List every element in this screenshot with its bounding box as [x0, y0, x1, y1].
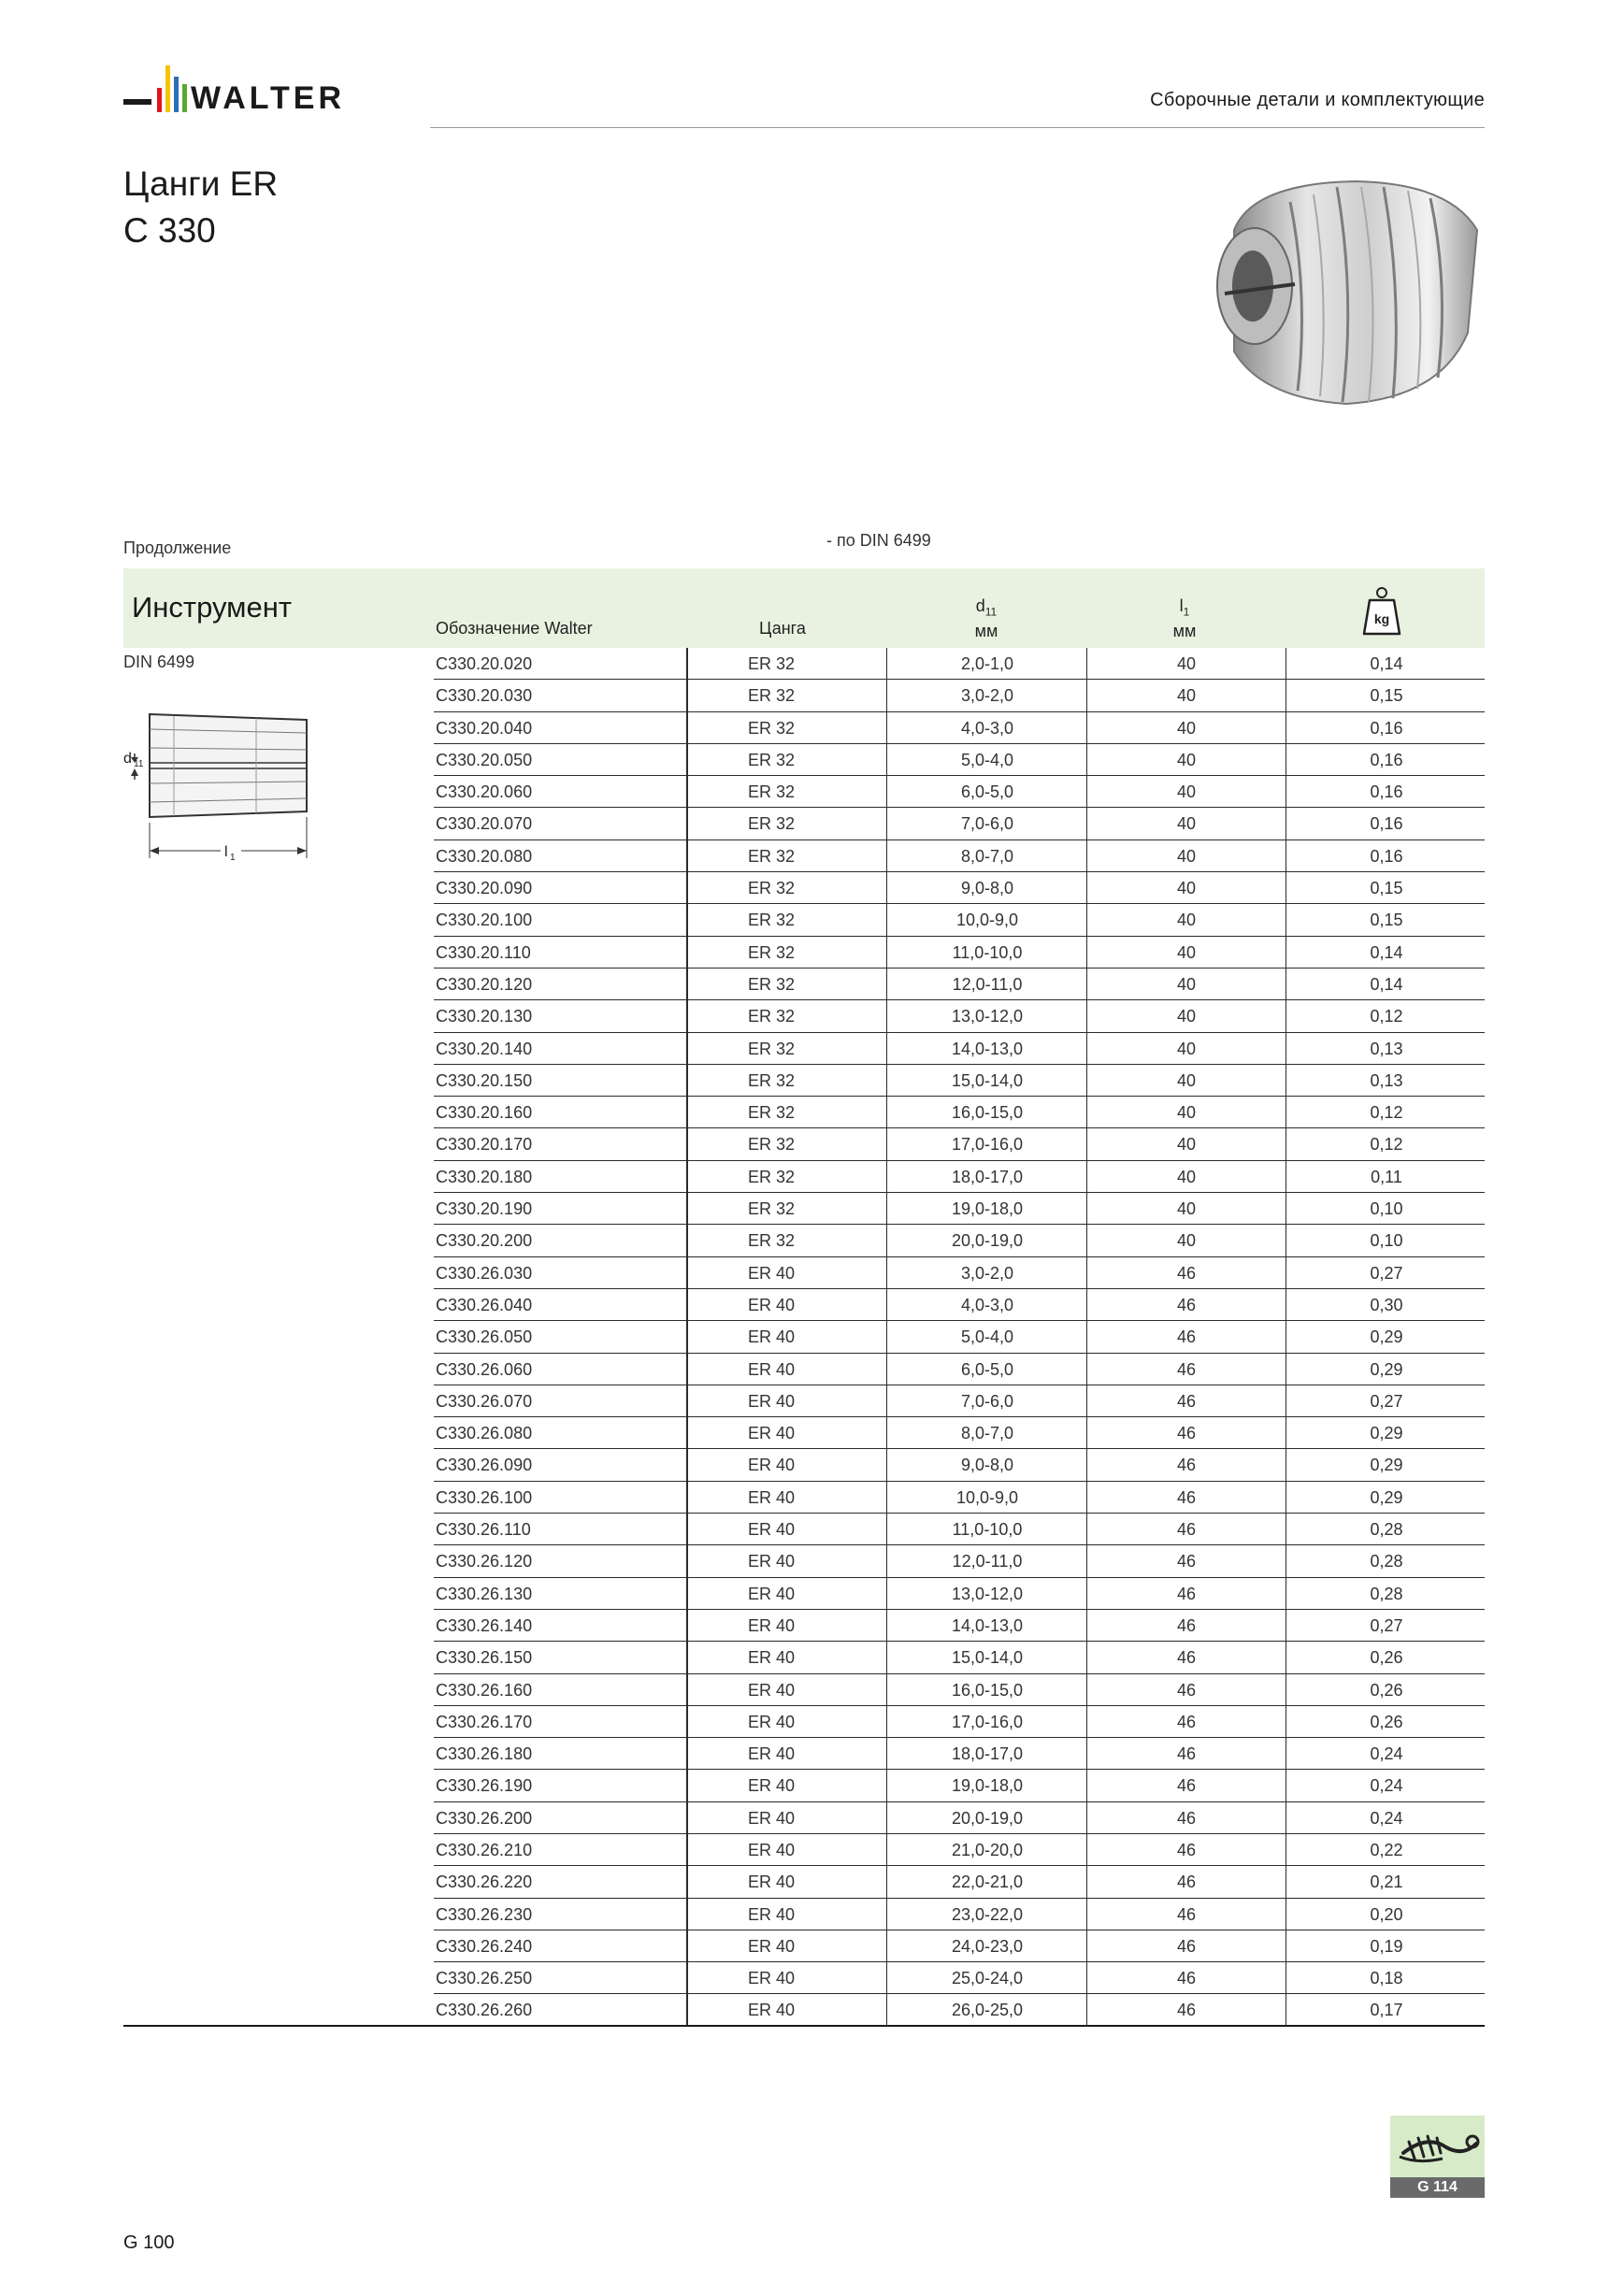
table-row — [123, 1930, 1485, 1962]
cell-l1: 46 — [1176, 1936, 1197, 1956]
table-row — [123, 1417, 1485, 1449]
cell-weight: 0,30 — [1370, 1295, 1403, 1314]
cell-collet: ER 40 — [747, 1840, 796, 1859]
cell-l1: 40 — [1176, 911, 1197, 930]
cell-collet: ER 32 — [747, 1135, 796, 1155]
table-row — [123, 1770, 1485, 1801]
cell-weight: 0,26 — [1370, 1680, 1403, 1700]
d11-subscript: 11 — [984, 605, 998, 619]
table-row — [123, 1962, 1485, 1994]
cell-d11: 17,0-16,0 — [951, 1135, 1024, 1155]
cell-weight: 0,26 — [1370, 1648, 1403, 1668]
cell-code: C330.26.190 — [436, 1776, 533, 1796]
table-row — [123, 1545, 1485, 1577]
cell-code: C330.26.180 — [436, 1744, 533, 1764]
cell-weight: 0,22 — [1370, 1840, 1403, 1859]
cell-collet: ER 40 — [747, 1359, 796, 1379]
continuation-label: Продолжение — [123, 538, 232, 557]
cell-collet: ER 32 — [747, 1007, 796, 1026]
cell-l1: 40 — [1176, 1135, 1197, 1155]
cell-l1: 46 — [1176, 1840, 1197, 1859]
cell-l1: 46 — [1176, 1520, 1197, 1540]
cell-l1: 40 — [1176, 846, 1197, 866]
cell-d11: 19,0-18,0 — [951, 1776, 1024, 1796]
section-title: Сборочные детали и комплектующие — [1150, 90, 1485, 110]
table-row — [123, 1578, 1485, 1610]
cell-code: C330.20.100 — [436, 911, 533, 930]
cell-collet: ER 40 — [747, 2001, 796, 2020]
page-title: Цанги ER — [123, 165, 279, 203]
table-row — [123, 1065, 1485, 1097]
cell-weight: 0,12 — [1370, 1135, 1403, 1155]
cell-weight: 0,28 — [1370, 1552, 1403, 1571]
l1-subscript: 1 — [1183, 605, 1190, 619]
table-row — [123, 1994, 1485, 2026]
cell-code: C330.26.110 — [436, 1520, 531, 1540]
cell-l1: 40 — [1176, 750, 1197, 769]
cell-collet: ER 40 — [747, 1520, 796, 1540]
cell-weight: 0,28 — [1370, 1520, 1403, 1540]
page-number: G 100 — [123, 2232, 175, 2253]
cell-l1: 46 — [1176, 1263, 1197, 1283]
collet-product-photo — [1197, 174, 1492, 409]
cell-weight: 0,27 — [1370, 1615, 1403, 1635]
cell-collet: ER 40 — [747, 1904, 796, 1924]
cell-l1: 46 — [1176, 1615, 1197, 1635]
table-row — [123, 1161, 1485, 1193]
cell-l1: 46 — [1176, 1359, 1197, 1379]
table-row — [123, 1706, 1485, 1738]
cell-d11: 24,0-23,0 — [951, 1936, 1024, 1956]
cell-weight: 0,18 — [1370, 1969, 1403, 1988]
cell-weight: 0,13 — [1370, 1039, 1403, 1058]
cell-collet: ER 40 — [747, 1327, 796, 1347]
cell-d11: 3,0-2,0 — [960, 1263, 1014, 1283]
cell-l1: 40 — [1176, 1070, 1197, 1090]
drawing-label-l1: l — [224, 844, 228, 860]
cell-d11: 22,0-21,0 — [951, 1873, 1024, 1892]
cell-code: C330.20.020 — [436, 654, 533, 673]
cell-d11: 4,0-3,0 — [960, 1295, 1014, 1314]
cell-weight: 0,10 — [1370, 1199, 1403, 1219]
cell-d11: 15,0-14,0 — [951, 1648, 1024, 1668]
table-row — [123, 680, 1485, 711]
cell-weight: 0,16 — [1370, 846, 1403, 866]
cell-d11: 16,0-15,0 — [951, 1680, 1024, 1700]
cell-code: C330.26.130 — [436, 1584, 533, 1603]
cell-d11: 11,0-10,0 — [952, 1520, 1023, 1540]
cell-d11: 6,0-5,0 — [960, 782, 1014, 802]
table-row — [123, 744, 1485, 776]
cell-collet: ER 40 — [747, 1615, 796, 1635]
cell-code: C330.26.080 — [436, 1424, 533, 1443]
cross-reference-badge[interactable] — [1390, 2116, 1485, 2198]
cell-l1: 40 — [1176, 1039, 1197, 1058]
cell-collet: ER 40 — [747, 1680, 796, 1700]
cell-collet: ER 40 — [747, 1808, 796, 1828]
cell-l1: 46 — [1176, 2001, 1197, 2020]
cell-d11: 10,0-9,0 — [955, 1487, 1019, 1507]
cell-l1: 40 — [1176, 1103, 1197, 1123]
walter-logo-text: WALTER — [191, 80, 346, 116]
cell-d11: 20,0-19,0 — [951, 1231, 1024, 1251]
cell-code: C330.26.170 — [436, 1712, 533, 1731]
cell-l1: 40 — [1176, 654, 1197, 673]
column-header-code: Обозначение Walter — [436, 619, 593, 638]
header-divider — [430, 127, 1485, 128]
cell-code: C330.26.260 — [436, 2001, 533, 2020]
cell-l1: 46 — [1176, 1295, 1197, 1314]
cell-code: C330.20.070 — [436, 814, 533, 834]
cell-code: C330.26.210 — [436, 1840, 533, 1859]
cell-code: C330.26.230 — [436, 1904, 533, 1924]
cell-d11: 18,0-17,0 — [951, 1744, 1024, 1764]
drawing-label-d11-sub: 11 — [134, 759, 144, 769]
cell-d11: 7,0-6,0 — [960, 1391, 1014, 1411]
cell-weight: 0,21 — [1370, 1873, 1403, 1892]
cell-weight: 0,29 — [1370, 1456, 1403, 1475]
cell-collet: ER 40 — [747, 1969, 796, 1988]
cell-code: C330.26.060 — [436, 1359, 533, 1379]
cell-d11: 9,0-8,0 — [960, 1456, 1014, 1475]
table-row — [123, 1354, 1485, 1385]
cell-d11: 13,0-12,0 — [951, 1007, 1024, 1026]
cell-collet: ER 32 — [747, 814, 796, 834]
cell-weight: 0,15 — [1370, 686, 1403, 706]
cell-l1: 40 — [1176, 879, 1197, 898]
table-row — [123, 808, 1485, 839]
cell-d11: 21,0-20,0 — [951, 1840, 1024, 1859]
cell-d11: 12,0-11,0 — [952, 1552, 1023, 1571]
cell-code: C330.20.030 — [436, 686, 533, 706]
cell-code: C330.20.150 — [436, 1070, 533, 1090]
cell-collet: ER 40 — [747, 1424, 796, 1443]
table-row — [123, 1610, 1485, 1642]
cell-weight: 0,27 — [1370, 1263, 1403, 1283]
table-row — [123, 648, 1485, 680]
cell-code: C330.20.160 — [436, 1103, 533, 1123]
cell-collet: ER 32 — [747, 879, 796, 898]
table-row — [123, 1128, 1485, 1160]
cell-code: C330.26.200 — [436, 1808, 533, 1828]
cell-code: C330.20.190 — [436, 1199, 533, 1219]
cell-l1: 40 — [1176, 1199, 1197, 1219]
cell-d11: 10,0-9,0 — [955, 911, 1019, 930]
table-row — [123, 712, 1485, 744]
cell-code: C330.26.240 — [436, 1936, 533, 1956]
cell-collet: ER 40 — [747, 1391, 796, 1411]
cell-weight: 0,16 — [1370, 718, 1403, 738]
cell-code: C330.26.140 — [436, 1615, 533, 1635]
column-header-l1 — [1161, 596, 1208, 640]
cell-weight: 0,24 — [1370, 1744, 1403, 1764]
cell-code: C330.26.050 — [436, 1327, 533, 1347]
cell-weight: 0,13 — [1370, 1070, 1403, 1090]
cell-d11: 19,0-18,0 — [951, 1199, 1024, 1219]
cell-collet: ER 40 — [747, 1936, 796, 1956]
cell-collet: ER 40 — [747, 1584, 796, 1603]
cell-collet: ER 32 — [747, 1231, 796, 1251]
cell-collet: ER 32 — [747, 718, 796, 738]
cell-collet: ER 32 — [747, 654, 796, 673]
table-row — [123, 840, 1485, 872]
table-row — [123, 1097, 1485, 1128]
cell-weight: 0,15 — [1370, 911, 1403, 930]
cell-code: C330.26.070 — [436, 1391, 533, 1411]
table-row — [123, 1802, 1485, 1834]
column-header-collet: Цанга — [759, 619, 806, 638]
cell-collet: ER 32 — [747, 1070, 796, 1090]
cell-l1: 46 — [1176, 1873, 1197, 1892]
cell-collet: ER 32 — [747, 782, 796, 802]
cell-collet: ER 32 — [747, 911, 796, 930]
cell-code: C330.20.060 — [436, 782, 533, 802]
cell-weight: 0,29 — [1370, 1487, 1403, 1507]
cell-collet: ER 40 — [747, 1648, 796, 1668]
cell-d11: 9,0-8,0 — [960, 879, 1014, 898]
cell-weight: 0,16 — [1370, 782, 1403, 802]
table-row — [123, 1321, 1485, 1353]
cell-collet: ER 32 — [747, 974, 796, 994]
cell-d11: 15,0-14,0 — [951, 1070, 1024, 1090]
cell-l1: 46 — [1176, 1456, 1197, 1475]
cell-weight: 0,27 — [1370, 1391, 1403, 1411]
cell-d11: 14,0-13,0 — [951, 1039, 1024, 1058]
cell-code: C330.26.160 — [436, 1680, 533, 1700]
cell-collet: ER 32 — [747, 1199, 796, 1219]
cell-weight: 0,26 — [1370, 1712, 1403, 1731]
cell-d11: 12,0-11,0 — [952, 974, 1023, 994]
cell-l1: 46 — [1176, 1808, 1197, 1828]
d11-symbol: d — [975, 596, 985, 615]
table-row — [123, 904, 1485, 936]
cell-weight: 0,20 — [1370, 1904, 1403, 1924]
cell-collet: ER 32 — [747, 686, 796, 706]
cell-weight: 0,15 — [1370, 879, 1403, 898]
reference-badge-label: G 114 — [1390, 2177, 1485, 2198]
cell-l1: 46 — [1176, 1969, 1197, 1988]
table-row — [123, 969, 1485, 1000]
l1-unit: мм — [1172, 621, 1197, 640]
cell-code: C330.20.120 — [436, 974, 533, 994]
cell-weight: 0,28 — [1370, 1584, 1403, 1603]
cell-d11: 18,0-17,0 — [951, 1167, 1024, 1186]
cell-code: C330.20.110 — [436, 942, 531, 962]
cell-l1: 46 — [1176, 1584, 1197, 1603]
cell-l1: 40 — [1176, 942, 1197, 962]
cell-collet: ER 32 — [747, 942, 796, 962]
table-row — [123, 1482, 1485, 1514]
cell-collet: ER 40 — [747, 1776, 796, 1796]
cell-weight: 0,16 — [1370, 814, 1403, 834]
table-row — [123, 1514, 1485, 1545]
cell-collet: ER 32 — [747, 1039, 796, 1058]
cell-collet: ER 40 — [747, 1873, 796, 1892]
cell-weight: 0,10 — [1370, 1231, 1403, 1251]
cell-l1: 40 — [1176, 1231, 1197, 1251]
cell-code: C330.26.120 — [436, 1552, 533, 1571]
cell-code: C330.20.080 — [436, 846, 533, 866]
cell-collet: ER 40 — [747, 1552, 796, 1571]
weight-kg-icon — [1358, 585, 1405, 638]
cell-l1: 40 — [1176, 974, 1197, 994]
reference-icon-box — [1390, 2116, 1485, 2177]
cell-collet: ER 32 — [747, 846, 796, 866]
cell-code: C330.26.220 — [436, 1873, 533, 1892]
cell-d11: 4,0-3,0 — [960, 718, 1014, 738]
cell-l1: 40 — [1176, 1007, 1197, 1026]
tool-standard-label: DIN 6499 — [123, 653, 195, 671]
cell-code: C330.20.090 — [436, 879, 533, 898]
cell-weight: 0,29 — [1370, 1359, 1403, 1379]
table-row — [123, 1674, 1485, 1706]
cell-weight: 0,29 — [1370, 1327, 1403, 1347]
table-row — [123, 776, 1485, 808]
cell-collet: ER 40 — [747, 1744, 796, 1764]
cell-collet: ER 40 — [747, 1263, 796, 1283]
cell-code: C330.20.180 — [436, 1167, 533, 1186]
cell-l1: 46 — [1176, 1552, 1197, 1571]
column-divider — [1285, 648, 1286, 2026]
cell-d11: 14,0-13,0 — [951, 1615, 1024, 1635]
cell-d11: 2,0-1,0 — [960, 654, 1014, 673]
cell-d11: 25,0-24,0 — [951, 1969, 1024, 1988]
cell-weight: 0,16 — [1370, 750, 1403, 769]
table-row — [123, 1834, 1485, 1866]
d11-unit: мм — [974, 621, 998, 640]
cell-l1: 46 — [1176, 1391, 1197, 1411]
cell-d11: 5,0-4,0 — [960, 1327, 1014, 1347]
cell-code: C330.20.040 — [436, 718, 533, 738]
table-bottom-rule — [123, 2025, 1485, 2027]
cell-weight: 0,11 — [1371, 1167, 1402, 1186]
table-row — [123, 1289, 1485, 1321]
cell-d11: 23,0-22,0 — [951, 1904, 1024, 1924]
cell-code: C330.26.250 — [436, 1969, 533, 1988]
cell-weight: 0,19 — [1370, 1936, 1403, 1956]
cell-collet: ER 40 — [747, 1487, 796, 1507]
cell-collet: ER 32 — [747, 750, 796, 769]
table-row — [123, 1449, 1485, 1481]
cell-d11: 7,0-6,0 — [960, 814, 1014, 834]
cell-code: C330.20.050 — [436, 750, 533, 769]
cell-l1: 46 — [1176, 1487, 1197, 1507]
table-row — [123, 1033, 1485, 1065]
walter-logo — [123, 60, 404, 120]
cell-l1: 46 — [1176, 1776, 1197, 1796]
table-row — [123, 937, 1485, 969]
cell-d11: 3,0-2,0 — [960, 686, 1014, 706]
page-subtitle: C 330 — [123, 211, 216, 250]
cell-d11: 20,0-19,0 — [951, 1808, 1024, 1828]
cell-weight: 0,12 — [1370, 1007, 1403, 1026]
l1-symbol: l — [1179, 596, 1184, 615]
collet-table-body — [123, 648, 1485, 2027]
cell-d11: 6,0-5,0 — [960, 1359, 1014, 1379]
cell-d11: 26,0-25,0 — [951, 2001, 1024, 2020]
table-row — [123, 872, 1485, 904]
table-row — [123, 1225, 1485, 1256]
cell-l1: 46 — [1176, 1904, 1197, 1924]
cell-collet: ER 40 — [747, 1456, 796, 1475]
table-row — [123, 1000, 1485, 1032]
cell-code: C330.26.150 — [436, 1648, 533, 1668]
cell-d11: 13,0-12,0 — [951, 1584, 1024, 1603]
table-row — [123, 1193, 1485, 1225]
cell-code: C330.20.170 — [436, 1135, 533, 1155]
column-divider — [686, 648, 688, 2026]
cell-code: C330.26.030 — [436, 1263, 533, 1283]
drawing-label-l1-sub: 1 — [230, 853, 236, 863]
cell-code: C330.20.140 — [436, 1039, 533, 1058]
column-divider — [886, 648, 887, 2026]
cell-weight: 0,12 — [1370, 1103, 1403, 1123]
cell-code: C330.26.090 — [436, 1456, 533, 1475]
table-row — [123, 1738, 1485, 1770]
cell-l1: 40 — [1176, 686, 1197, 706]
table-row — [123, 1642, 1485, 1673]
cell-l1: 40 — [1176, 718, 1197, 738]
cell-d11: 11,0-10,0 — [952, 942, 1023, 962]
cell-code: C330.20.200 — [436, 1231, 533, 1251]
cell-d11: 8,0-7,0 — [960, 846, 1014, 866]
cell-d11: 16,0-15,0 — [951, 1103, 1024, 1123]
table-row — [123, 1866, 1485, 1898]
cell-code: C330.26.100 — [436, 1487, 533, 1507]
drawing-label-d11: d — [123, 751, 132, 767]
cell-collet: ER 40 — [747, 1712, 796, 1731]
cell-l1: 46 — [1176, 1648, 1197, 1668]
cell-weight: 0,14 — [1370, 654, 1403, 673]
cell-l1: 40 — [1176, 814, 1197, 834]
cell-l1: 46 — [1176, 1744, 1197, 1764]
cell-code: C330.26.040 — [436, 1295, 533, 1314]
wrench-tools-icon — [1390, 2116, 1485, 2177]
column-header-d11 — [963, 596, 1010, 640]
cell-l1: 46 — [1176, 1327, 1197, 1347]
table-row — [123, 1899, 1485, 1930]
cell-d11: 8,0-7,0 — [960, 1424, 1014, 1443]
cell-l1: 46 — [1176, 1680, 1197, 1700]
cell-code: C330.20.130 — [436, 1007, 533, 1026]
cell-weight: 0,14 — [1370, 942, 1403, 962]
cell-d11: 5,0-4,0 — [960, 750, 1014, 769]
tool-heading: Инструмент — [132, 591, 293, 624]
cell-l1: 40 — [1176, 782, 1197, 802]
cell-weight: 0,29 — [1370, 1424, 1403, 1443]
cell-weight: 0,24 — [1370, 1776, 1403, 1796]
cell-weight: 0,17 — [1370, 2001, 1403, 2020]
cell-collet: ER 32 — [747, 1103, 796, 1123]
cell-d11: 17,0-16,0 — [951, 1712, 1024, 1731]
cell-collet: ER 40 — [747, 1295, 796, 1314]
cell-weight: 0,24 — [1370, 1808, 1403, 1828]
cell-collet: ER 32 — [747, 1167, 796, 1186]
cell-l1: 40 — [1176, 1167, 1197, 1186]
standard-note: - по DIN 6499 — [826, 531, 931, 550]
column-divider — [1086, 648, 1087, 2026]
cell-weight: 0,14 — [1370, 974, 1403, 994]
cell-l1: 46 — [1176, 1424, 1197, 1443]
table-row — [123, 1257, 1485, 1289]
table-row — [123, 1385, 1485, 1417]
cell-l1: 46 — [1176, 1712, 1197, 1731]
weight-unit-label: kg — [1373, 611, 1390, 626]
